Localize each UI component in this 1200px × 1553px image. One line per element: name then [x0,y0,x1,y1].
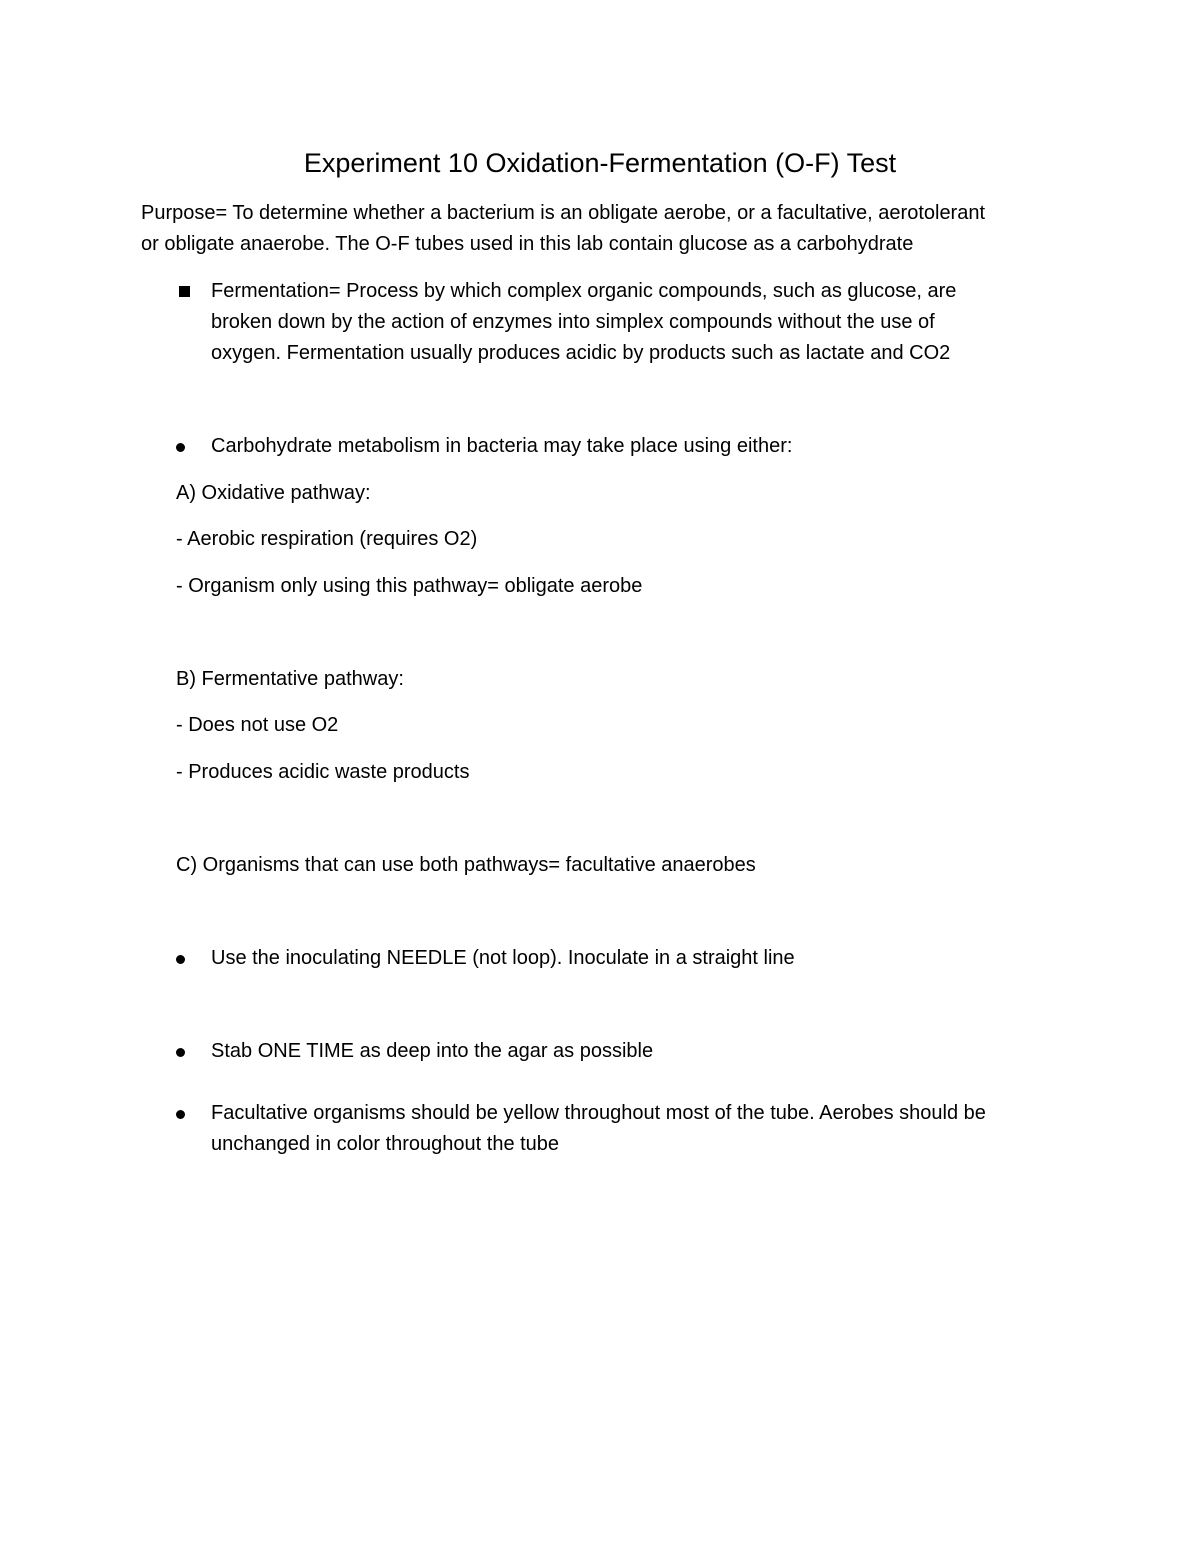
carbohydrate-bullet-text: Carbohydrate metabolism in bacteria may take place using either: [211,435,793,457]
needle-bullet-text: Use the inoculating NEEDLE (not loop). Inoculate in a straight line [211,947,795,969]
pathway-a-item-1: - Aerobic respiration (requires O2) [176,528,478,550]
pathway-a-heading: A) Oxidative pathway: [176,482,371,504]
round-bullet-icon [176,443,185,452]
document-title: Experiment 10 Oxidation-Fermentation (O-F) Test [303,148,897,178]
round-bullet-icon [176,955,185,964]
stab-bullet-text: Stab ONE TIME as deep into the agar as possible [211,1040,654,1062]
pathway-b-heading: B) Fermentative pathway: [176,668,404,690]
fermentation-line-1: Fermentation= Process by which complex organic compounds, such as glucose, are [211,280,957,302]
purpose-line-1: Purpose= To determine whether a bacterium is an obligate aerobe, or a facultative, aerotolerant [141,202,986,224]
fermentation-line-2: broken down by the action of enzymes into simplex compounds without the use of [211,311,935,333]
round-bullet-icon [176,1110,185,1119]
fermentation-line-3: oxygen. Fermentation usually produces acidic by products such as lactate and CO2 [211,342,951,364]
pathway-b-item-2: - Produces acidic waste products [176,761,470,783]
result-bullet-line-2: unchanged in color throughout the tube [211,1133,560,1155]
purpose-line-2: or obligate anaerobe. The O-F tubes used in this lab contain glucose as a carbohydrate [141,233,914,255]
pathway-c-text: C) Organisms that can use both pathways= facultative anaerobes [176,854,756,876]
round-bullet-icon [176,1048,185,1057]
pathway-a-item-2: - Organism only using this pathway= obligate aerobe [176,575,643,597]
square-bullet-icon [179,286,190,297]
pathway-b-item-1: - Does not use O2 [176,714,339,736]
result-bullet-line-1: Facultative organisms should be yellow throughout most of the tube. Aerobes should be [211,1102,986,1124]
